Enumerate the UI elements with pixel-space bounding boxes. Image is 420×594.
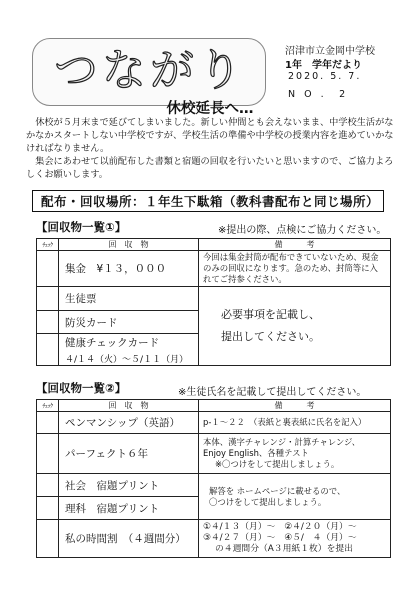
table-row	[37, 474, 391, 497]
check-cell[interactable]	[37, 474, 59, 497]
item-cell: 理科 宿題プリント	[59, 497, 199, 520]
remarks-line: ※〇つけをして提出しましょう。	[215, 459, 340, 469]
merged-remarks-cell	[199, 287, 391, 366]
merged-remarks-cell	[199, 474, 391, 520]
remarks-line: ③４/２７（月）～ ④５/ ４（月）～	[203, 533, 357, 543]
remarks-cell	[199, 434, 391, 474]
item-header: 回 収 物	[59, 400, 199, 412]
collection-table-1	[36, 238, 391, 366]
item-cell: 生徒票	[59, 287, 199, 311]
newsletter-title: つながり	[54, 45, 246, 96]
merged-note-line: 解答を ホームページに載せるので、	[209, 485, 346, 496]
remarks-header: 備 考	[199, 239, 391, 251]
request-paragraph: 集会にあわせて以前配布した書類と宿題の回収を行いたいと思いますので、ご協力よろしくお願いします。	[26, 156, 394, 180]
remarks-cell	[199, 520, 391, 558]
table-row	[37, 251, 391, 287]
item-label: 健康チェックカード	[65, 336, 160, 349]
check-cell[interactable]	[37, 434, 59, 474]
item-header: 回 収 物	[59, 239, 199, 251]
item-cell: 私の時間割 （４週間分）	[59, 520, 199, 558]
table-row	[37, 520, 391, 558]
table-header-row	[37, 239, 391, 251]
check-cell[interactable]	[37, 251, 59, 287]
section2-note: ※生徒氏名を記載して提出してください。	[178, 387, 367, 398]
section1-note: ※提出の際、点検にご協力ください。	[218, 225, 387, 236]
check-cell[interactable]	[37, 497, 59, 520]
location-banner: 配布・回収場所：１年生下駄箱（教科書配布と同じ場所）	[32, 190, 384, 212]
table-row	[37, 434, 391, 474]
merged-note-line: 提出してください。	[221, 330, 320, 343]
newsletter-title-box	[32, 38, 266, 106]
item-cell	[59, 334, 199, 366]
item-cell: ペンマンシップ（英語）	[59, 412, 199, 434]
item-cell: 防災カード	[59, 311, 199, 334]
check-cell[interactable]	[37, 311, 59, 334]
check-cell[interactable]	[37, 520, 59, 558]
table-row	[37, 412, 391, 434]
merged-note-line: 必要事項を記載し、	[221, 308, 320, 321]
issue-label: 1年 学年だより	[285, 60, 362, 71]
check-cell[interactable]	[37, 287, 59, 311]
table-row	[37, 287, 391, 311]
item-cell: 集金 ¥１３，０００	[59, 251, 199, 287]
intro-paragraph: 休校が５月末まで延びてしまいました。新しい仲間とも会えないまま、中学校生活がなかなかスタートしない中学校ですが、学校生活の準備や中学校の授業内容を進めていかなければなりません。	[26, 117, 394, 154]
section1-title: 【回収物一覧①】	[36, 220, 127, 234]
collection-table-2	[36, 399, 391, 558]
table-header-row	[37, 400, 391, 412]
remarks-header: 備 考	[199, 400, 391, 412]
merged-note-line: 〇つけをして提出しましょう。	[209, 496, 327, 507]
item-cell: パーフェクト６年	[59, 434, 199, 474]
issue-date: 2020. 5. 7.	[288, 71, 362, 82]
remarks-line: 本体、漢字チャレンジ・計算チャレンジ、	[203, 437, 361, 447]
item-cell: 社会 宿題プリント	[59, 474, 199, 497]
remarks-cell: 今回は集金封筒が配布できていないため、現金のみの回収になります。急のため、封筒等に入れてご持参ください。	[199, 251, 391, 287]
check-cell[interactable]	[37, 334, 59, 366]
remarks-cell: p-１～２２ （表紙と裏表紙に氏名を記入）	[199, 412, 391, 434]
section2-title: 【回収物一覧②】	[36, 381, 127, 395]
remarks-line: Enjoy English、各種テスト	[203, 448, 309, 458]
item-period: ４/１４（火）～５/１１（月）	[65, 354, 189, 365]
issue-number: N O . 2	[288, 89, 349, 100]
check-header: ﾁｪｯｸ	[37, 400, 59, 412]
remarks-line: ①４/１３（月）～ ②４/２０（月）～	[203, 522, 357, 532]
check-cell[interactable]	[37, 412, 59, 434]
remarks-line: の４週間分（A３用紙１枚）を提出	[215, 544, 353, 554]
main-heading: 休校延長へ…	[166, 101, 254, 117]
school-name: 沼津市立金岡中学校	[285, 46, 375, 57]
check-header: ﾁｪｯｸ	[37, 239, 59, 251]
